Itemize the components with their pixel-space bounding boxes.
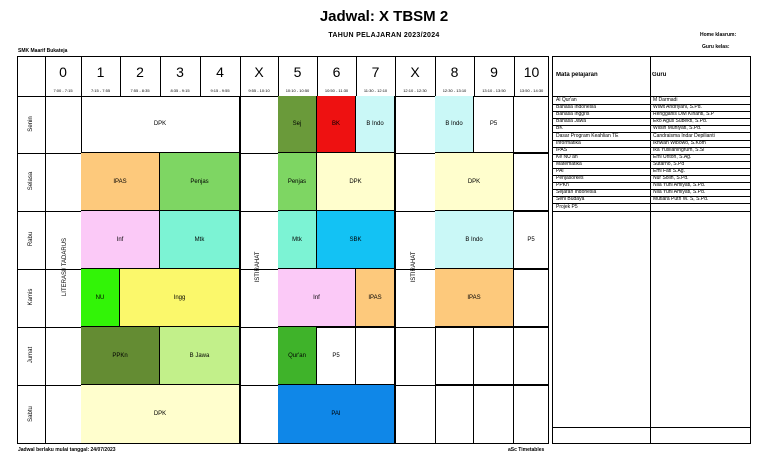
period-number: 7 <box>371 64 380 80</box>
empty-cell <box>435 385 474 444</box>
teacher-name: Rengganis Dwi Kinanti, S.P <box>653 111 715 118</box>
row-divider <box>552 211 751 212</box>
period-time: 13:10 - 13:50 <box>482 88 506 93</box>
school-name: SMK Maarif Bukateja <box>18 48 68 54</box>
col-divider <box>650 56 651 444</box>
subject-name: Bahasa Inggris <box>556 111 590 118</box>
period-number: 9 <box>490 64 498 80</box>
period-number: 5 <box>293 64 302 80</box>
empty-cell <box>474 385 514 444</box>
lesson-cell[interactable]: BK <box>317 96 356 153</box>
period-time: 7:15 - 7:55 <box>90 88 111 93</box>
col-divider <box>45 56 46 444</box>
day-label: Jumat <box>28 346 34 364</box>
istirahat-label: ISTIRAHAT <box>255 251 261 283</box>
guru-kelas-label: Guru kelas: <box>702 44 730 50</box>
period-number: X <box>254 64 264 80</box>
lesson-cell[interactable]: IPAS <box>356 269 395 327</box>
subject-header: Mata pelajaran <box>556 72 598 78</box>
teacher-name: M Darmadi <box>653 97 678 103</box>
subject-name: Al Qur'an <box>556 97 577 103</box>
subject-name: Seni Budaya <box>556 196 585 203</box>
lesson-cell[interactable]: Penjas <box>160 153 240 211</box>
empty-cell <box>514 153 549 211</box>
empty-cell <box>435 327 474 385</box>
lesson-cell[interactable]: Mtk <box>160 211 240 269</box>
lesson-cell[interactable]: SBK <box>317 211 395 269</box>
lesson-cell[interactable]: P5 <box>317 327 356 385</box>
lesson-cell[interactable]: DPK <box>81 96 240 153</box>
empty-cell <box>474 327 514 385</box>
col-divider <box>395 96 396 444</box>
teacher-name: Mutiara Putri W. S, S.Pd. <box>653 196 709 203</box>
lesson-cell[interactable]: DPK <box>435 153 514 211</box>
subject-name: Penjasorkes <box>556 175 584 182</box>
lesson-cell[interactable]: P5 <box>474 96 514 153</box>
page-title: Jadwal: X TBSM 2 <box>319 8 449 25</box>
period-number: 10 <box>523 64 540 80</box>
teacher-name: Sutarno, S.Pd <box>653 160 685 167</box>
day-label: Senin <box>28 115 34 132</box>
period-number: 8 <box>450 64 459 80</box>
teacher-name: Nila Yuni Amiyati, S.Pd. <box>653 182 706 189</box>
lesson-cell[interactable]: NU <box>81 269 120 327</box>
page-subtitle: TAHUN PELAJARAN 2023/2024 <box>328 32 440 39</box>
home-room-label: Home klasrum: <box>700 32 737 38</box>
lesson-cell[interactable]: DPK <box>317 153 395 211</box>
footer-validity: Jadwal berlaku mulai tanggal: 24/07/2023 <box>18 447 116 453</box>
teacher-name: Wiwit Andriyani, S.Pd. <box>653 104 702 111</box>
period-number: X <box>410 64 420 80</box>
teacher-name: Nila Yuni Amiyati, S.Pd. <box>653 189 706 196</box>
day-label: Kamis <box>28 288 34 306</box>
period-number: 4 <box>216 64 224 80</box>
empty-cell <box>514 269 549 327</box>
day-label: Selasa <box>28 171 34 191</box>
period-number: 6 <box>332 64 341 80</box>
lesson-cell[interactable]: Penjas <box>278 153 317 211</box>
lesson-cell[interactable]: IPAS <box>435 269 514 327</box>
period-time: 7:55 - 8:35 <box>130 88 150 93</box>
lesson-cell[interactable]: P5 <box>514 211 549 269</box>
period-time: 11:30 - 12:10 <box>363 88 388 93</box>
empty-cell <box>514 96 549 153</box>
empty-cell <box>356 327 395 385</box>
subject-name: Ke NU an <box>556 153 578 160</box>
lesson-cell[interactable]: B Indo <box>356 96 395 153</box>
subject-name: Bahasa Indonesia <box>556 104 597 111</box>
teacher-name: Ika Yuslianingrum, S.Si <box>653 146 705 153</box>
empty-cell <box>514 385 549 444</box>
lesson-cell[interactable]: IPAS <box>81 153 160 211</box>
teacher-name: Eko Agus Subekti, S.Pd. <box>653 118 708 125</box>
lesson-cell[interactable]: Qur'an <box>278 327 317 385</box>
lesson-cell[interactable]: B Indo <box>435 211 514 269</box>
subject-name: Projek P5 <box>556 203 578 210</box>
subject-name: BK <box>556 125 563 132</box>
day-label: Sabtu <box>28 405 34 422</box>
period-number: 2 <box>136 64 144 80</box>
lesson-cell[interactable]: PAI <box>278 385 395 444</box>
literasi-label: LITERASI/ TADARUS <box>62 237 68 297</box>
subject-name: PAI <box>556 168 564 174</box>
lesson-cell[interactable]: Inf <box>81 211 160 269</box>
period-time: 12:30 - 13:10 <box>442 88 467 93</box>
period-time: 13:50 - 14:30 <box>519 88 544 93</box>
footer-brand: aSc Timetables <box>508 447 545 453</box>
teacher-name: Emi Fati S.Ag. <box>653 168 685 174</box>
subject-name: IPAS <box>556 146 568 153</box>
istirahat-label: ISTIRAHAT <box>411 251 417 283</box>
lesson-cell[interactable]: Mtk <box>278 211 317 269</box>
subject-name: Informatika <box>556 139 581 146</box>
lesson-cell[interactable]: Inf <box>278 269 356 327</box>
lesson-cell[interactable]: Ingg <box>120 269 240 327</box>
period-number: 0 <box>59 64 67 80</box>
period-time: 9:15 - 9:55 <box>210 88 230 93</box>
teacher-name: Emi Untoh, S.Ag. <box>653 153 692 160</box>
teacher-name: Wilsih Muniyati, S.Pd. <box>653 125 702 132</box>
period-time: 8:35 - 9:15 <box>170 88 190 93</box>
period-number: 3 <box>176 64 184 80</box>
teacher-name: Nur Solih, S.Pd. <box>653 175 689 182</box>
col-divider <box>240 96 241 444</box>
subject-name: Sejarah Indonesia <box>556 189 597 196</box>
lesson-cell[interactable]: Sej <box>278 96 317 153</box>
lesson-cell[interactable]: PPKn <box>81 327 160 385</box>
lesson-cell[interactable]: B Indo <box>435 96 474 153</box>
period-time: 7:00 - 7:15 <box>53 88 73 93</box>
empty-cell <box>514 327 549 385</box>
guru-header: Guru <box>652 72 667 78</box>
subject-name: Matematika <box>556 160 582 167</box>
subject-name: Dasar Program Keahlian TE <box>556 132 619 139</box>
day-label: Rabu <box>28 231 34 247</box>
period-time: 10:50 - 11:30 <box>324 88 349 93</box>
teacher-name: Ikhwan Wibowo, S.Kom <box>653 139 706 146</box>
period-time: 10:10 - 10:50 <box>285 88 310 93</box>
lesson-cell[interactable]: B Jawa <box>160 327 240 385</box>
lesson-cell[interactable]: DPK <box>81 385 240 444</box>
period-time: 9:55 - 10:10 <box>248 88 270 93</box>
teacher-name: Candraisma Indar Depilianti <box>653 132 715 139</box>
subject-name: Bahasa Jawa <box>556 118 587 125</box>
period-time: 12:10 - 12:30 <box>403 88 427 93</box>
period-number: 1 <box>96 64 105 80</box>
subject-name: PPKn <box>556 182 569 189</box>
row-divider <box>552 427 751 428</box>
